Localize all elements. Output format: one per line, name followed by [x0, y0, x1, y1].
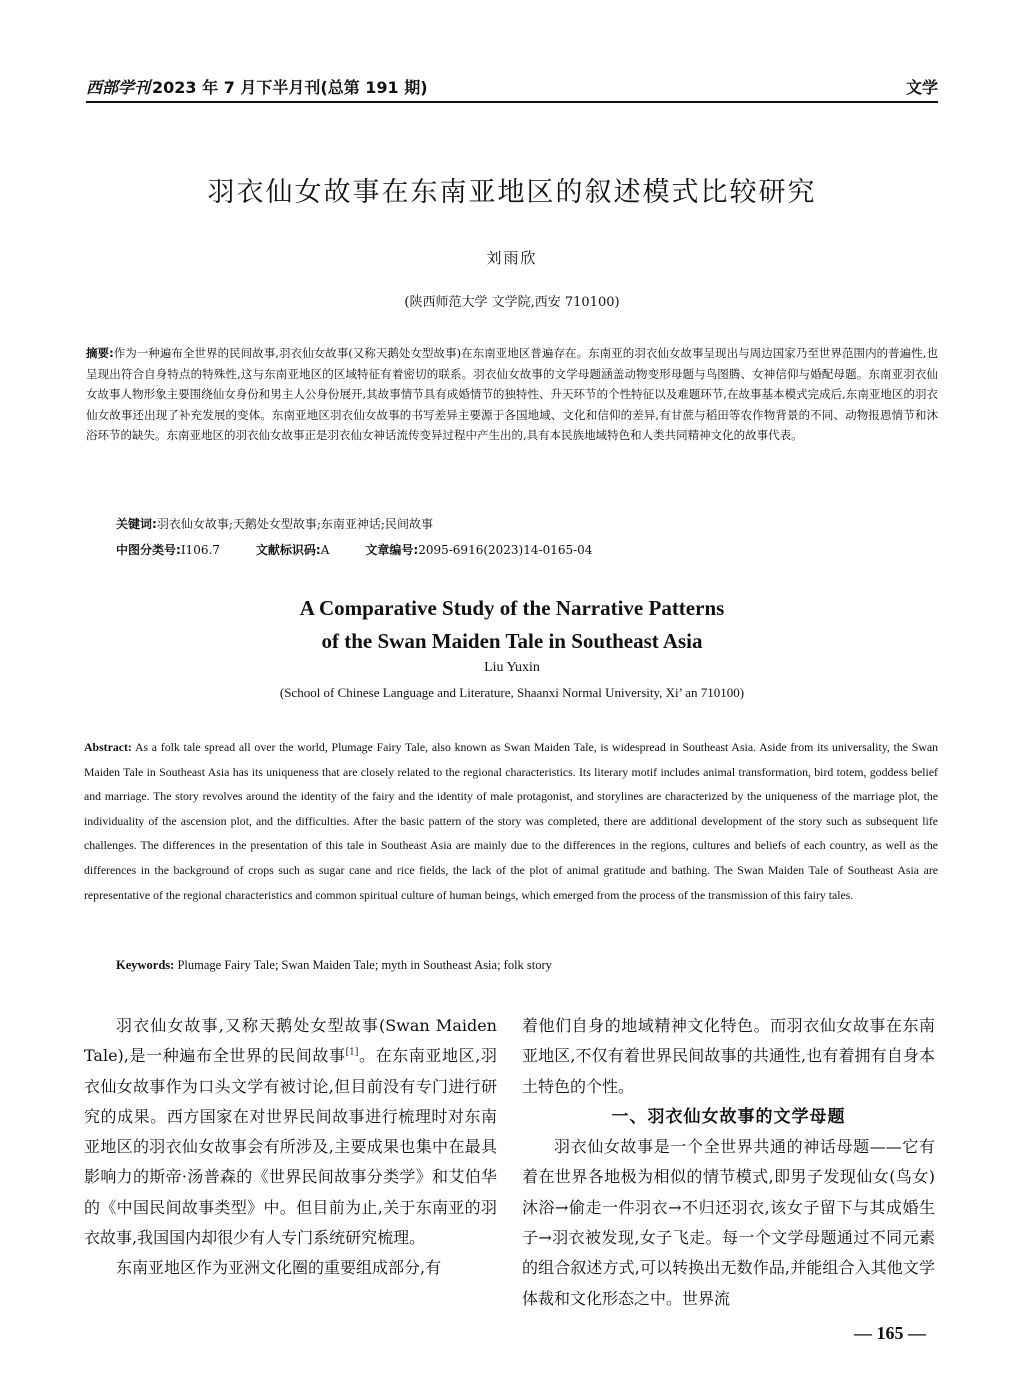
english-title-line-2: of the Swan Maiden Tale in Southeast Asia	[321, 629, 703, 653]
clc-number	[116, 541, 220, 558]
journal-logo: 西部学刊	[86, 78, 151, 97]
clc-value: I106.7	[180, 543, 220, 557]
section-heading: 一、羽衣仙女故事的文学母题	[611, 1106, 846, 1127]
author-name: 刘雨欣	[486, 249, 538, 267]
body-paragraph: 着他们自身的地域精神文化特色。而羽衣仙女故事在东南亚地区,不仅有着世界民间故事的共通性,也有着拥有自身本土特色的个性。	[522, 1016, 935, 1096]
keywords-chinese	[116, 515, 938, 532]
english-keywords-label: Keywords:	[116, 958, 175, 972]
running-header	[86, 72, 938, 98]
english-title-line-1: A Comparative Study of the Narrative Patterns	[299, 596, 725, 620]
article-number	[365, 541, 592, 558]
clc-label: 中图分类号:	[116, 543, 181, 557]
article-number-value: 2095-6916(2023)14-0165-04	[418, 543, 593, 557]
article-number-label: 文章编号:	[365, 543, 419, 557]
document-code-value: A	[320, 543, 330, 557]
abstract-english	[84, 735, 938, 907]
section-label: 文学	[905, 78, 938, 97]
paragraph-text: 羽衣仙女故事,又称天鹅处女型故事(Swan Maiden Tale),是一种遍布全世界的民间故事	[84, 1016, 497, 1066]
keywords-label: 关键词:	[116, 517, 157, 531]
abstract-text: 作为一种遍布全世界的民间故事,羽衣仙女故事(又称天鹅处女型故事)在东南亚地区普遍存在。东南亚的羽衣仙女故事呈现出与周边国家乃至世界范围内的普遍性,也呈现出符合自身特点的特殊性,这与东南亚地区的区域特征有着密切的联系。羽衣仙女故事的文学母题涵盖动物变形母题与鸟图腾、女神信仰与婚配母题。东南亚羽衣仙女故事人物形象主要围绕仙女身份和男主人公身份展开,其故事情节具有成婚情节的独特性、升天环节的个性特征以及难题环节,在故事基本模式完成后,东南亚地区的羽衣仙女故事还出现了补充发展的变体。东南亚地区羽衣仙女故事的书写差异主要源于各国地域、文化和信仰的差异,有甘蔗与稻田等农作物背景的不同、动物报恩情节和沐浴环节的缺失。东南亚地区的羽衣仙女故事正是羽衣仙女神话流传变异过程中产生出的,具有本民族地域特色和人类共同精神文化的故事代表。	[86, 346, 938, 442]
body-paragraph: 东南亚地区作为亚洲文化圈的重要组成部分,有	[116, 1258, 442, 1278]
keywords-text: 羽衣仙女故事;天鹅处女型故事;东南亚神话;民间故事	[156, 517, 433, 531]
english-keywords-text: Plumage Fairy Tale; Swan Maiden Tale; myth in Southeast Asia; folk story	[177, 958, 552, 972]
body-paragraph	[84, 1011, 497, 1253]
journal-info	[86, 75, 428, 98]
article-title: 羽衣仙女故事在东南亚地区的叙述模式比较研究	[207, 177, 817, 208]
issue-info: 2023 年 7 月下半月刊(总第 191 期)	[152, 78, 428, 97]
body-column-right	[522, 1011, 935, 1314]
header-divider	[86, 101, 938, 103]
english-author: Liu Yuxin	[484, 660, 540, 675]
classification-line	[116, 541, 938, 558]
author-affiliation: (陕西师范大学 文学院,西安 710100)	[404, 295, 620, 310]
citation-ref: [1]	[345, 1047, 359, 1058]
english-affiliation: (School of Chinese Language and Literature, Shaanxi Normal University, Xi’ an 710100)	[279, 685, 745, 700]
abstract-chinese	[86, 343, 938, 446]
document-code	[256, 541, 329, 558]
keywords-english	[116, 958, 938, 973]
body-paragraph: 羽衣仙女故事是一个全世界共通的神话母题——它有着在世界各地极为相似的情节模式,即男子发现仙女(鸟女)沐浴→偷走一件羽衣→不归还羽衣,该女子留下与其成婚生子→羽衣被发现,女子飞走。每一个文学母题通过不同元素的组合叙述方式,可以转换出无数作品,并能组合入其他文学体裁和文化形态之中。世界流	[522, 1137, 935, 1308]
english-abstract-label: Abstract:	[84, 740, 132, 754]
document-code-label: 文献标识码:	[255, 543, 321, 557]
page-number: — 165 —	[854, 1323, 926, 1343]
english-abstract-text: As a folk tale spread all over the world, Plumage Fairy Tale, also known as Swan Maiden Tale, is widespread in Southeast Asia. Aside from its universality, the Swan Maiden Tale in Southeast Asia has its uniqueness that are closely related to the regional characteristics. Its literary motif includes animal transformation, bird totem, goddess belief and marriage. The story revolves around the identity of the fairy and the identity of male protagonist, and storylines are characterized by the uniqueness of the marriage plot, the individuality of the ascension plot, and the difficulties. After the basic pattern of the story was completed, there are additional development of the story such as subsequent life challenges. The differences in the presentation of this tale in Southeast Asia are mainly due to the differences in the regions, cultures and beliefs of each country, as well as the differences in the background of crops such as sugar cane and rice fields, the lack of the plot of animal gratitude and bathing. The Swan Maiden Tale of Southeast Asia are representative of the regional characteristics and common spiritual culture of human beings, which emerged from the process of the transmission of this fairy tales.	[84, 740, 938, 902]
body-column-left	[84, 1011, 497, 1284]
abstract-label: 摘要:	[86, 346, 114, 360]
english-title	[86, 592, 938, 658]
paragraph-text: 。在东南亚地区,羽衣仙女故事作为口头文学有被讨论,但目前没有专门进行研究的成果。西方国家在对世界民间故事进行梳理时对东南亚地区的羽衣仙女故事会有所涉及,主要成果也集中在最具影响力的斯帝·汤普森的《世界民间故事分类学》和艾伯华的《中国民间故事类型》中。但目前为止,关于东南亚的羽衣故事,我国国内却很少有人专门系统研究梳理。	[84, 1046, 497, 1248]
